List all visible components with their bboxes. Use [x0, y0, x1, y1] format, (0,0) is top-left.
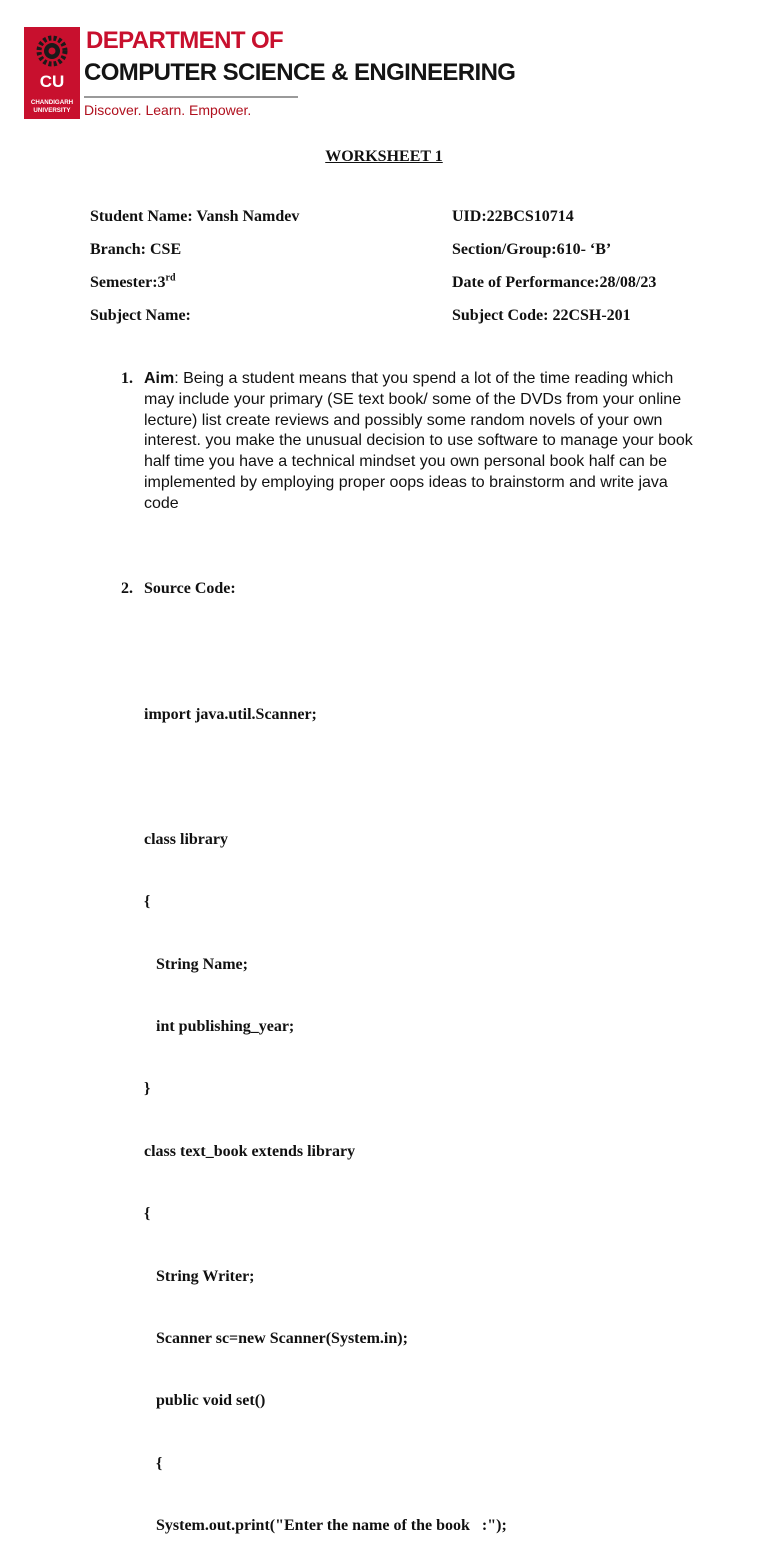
- aim-text: : Being a student means that you spend a lot of the time reading which may include your primary (SE text book/ some of the DVDs from your online lecture) list create reviews and possibly some random novels of your own interest. you make the unusual decision to use software to manage your book half time you have a technical mindset you own personal book half can be implemented by employing proper oops ideas to brainstorm and write java code: [144, 370, 693, 512]
- branch: Branch: CSE: [90, 241, 182, 258]
- code-line: {: [144, 1205, 151, 1223]
- date-of-performance: Date of Performance:28/08/23: [452, 274, 657, 291]
- code-line: [144, 767, 507, 788]
- code-line: {: [144, 893, 151, 911]
- section-group: Section/Group:610- ‘B’: [452, 241, 612, 258]
- section-number-1: 1.: [121, 370, 133, 387]
- source-code-heading: Source Code:: [144, 580, 236, 597]
- semester-suffix: rd: [165, 272, 176, 284]
- code-line: import java.util.Scanner;: [144, 705, 317, 723]
- worksheet-title: WORKSHEET 1: [325, 148, 443, 165]
- code-line: [144, 643, 507, 664]
- logo-caption-line1: CHANDIGARH: [30, 99, 74, 106]
- header-divider: [84, 96, 298, 98]
- code-line: public void set(): [144, 1392, 266, 1410]
- aim-paragraph: [144, 369, 704, 515]
- code-line: class library: [144, 830, 228, 848]
- semester-value: Semester:3: [90, 274, 166, 291]
- department-title: DEPARTMENT OF: [86, 27, 284, 54]
- gear-icon: [39, 38, 65, 64]
- code-line: String Writer;: [144, 1267, 255, 1285]
- student-name: Student Name: Vansh Namdev: [90, 208, 300, 225]
- tagline: Discover. Learn. Empower.: [84, 102, 252, 118]
- subject-name: Subject Name:: [90, 307, 191, 324]
- semester: [90, 272, 176, 291]
- logo-text: CU: [39, 72, 65, 91]
- subject-code: Subject Code: 22CSH-201: [452, 307, 631, 324]
- code-line: {: [144, 1454, 163, 1472]
- code-line: class text_book extends library: [144, 1142, 356, 1160]
- code-line: Scanner sc=new Scanner(System.in);: [144, 1329, 408, 1347]
- aim-label: Aim: [144, 370, 175, 387]
- uid: UID:22BCS10714: [452, 208, 574, 225]
- logo-caption-line2: UNIVERSITY: [33, 107, 71, 114]
- code-line: int publishing_year;: [144, 1017, 295, 1035]
- department-subtitle: COMPUTER SCIENCE & ENGINEERING: [84, 59, 516, 86]
- section-number-2: 2.: [121, 580, 133, 597]
- university-logo: [24, 27, 80, 119]
- code-block: [144, 601, 507, 1558]
- code-line: System.out.print("Enter the name of the book :");: [144, 1517, 507, 1535]
- code-line: String Name;: [144, 955, 248, 973]
- code-line: }: [144, 1080, 151, 1098]
